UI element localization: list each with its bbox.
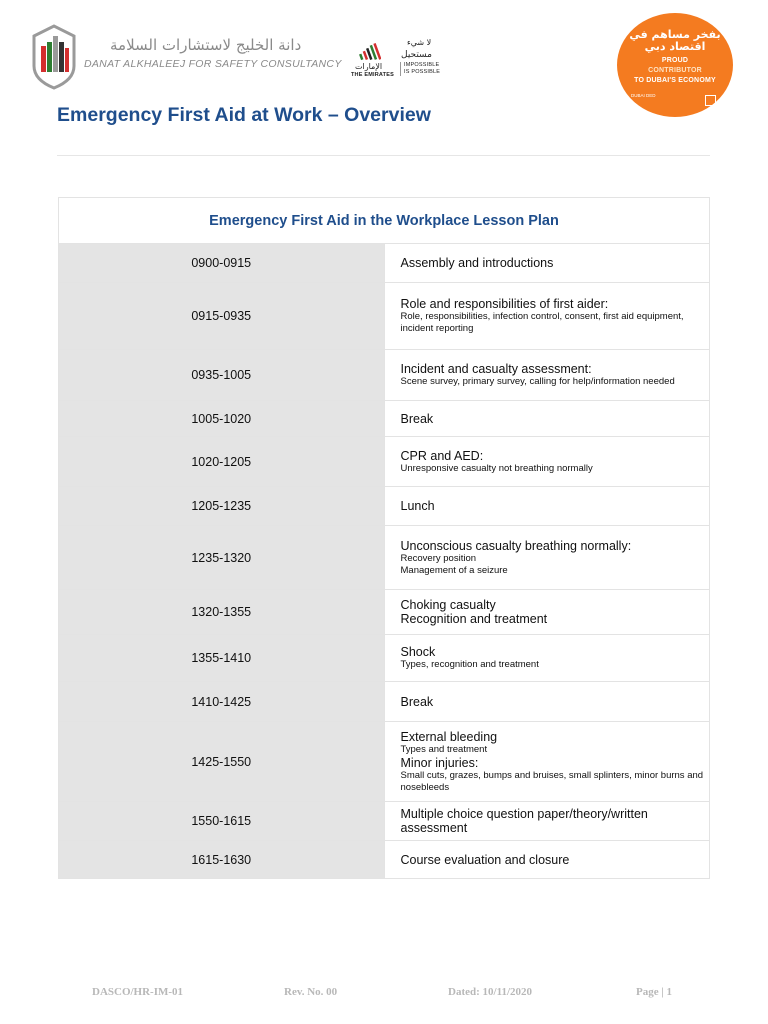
uae-bars-icon xyxy=(359,42,381,62)
table-row xyxy=(59,350,710,401)
time-slot-cell: 1615-1630 xyxy=(59,841,385,879)
activity-cell xyxy=(384,283,710,350)
time-slot-cell: 0915-0935 xyxy=(59,283,385,350)
emirates-arabic-line1: لا شيء xyxy=(407,38,432,47)
emirates-tagline xyxy=(400,62,440,76)
emirates-arabic-line2: مستحيل xyxy=(401,50,432,60)
title-divider xyxy=(57,155,710,156)
activity-cell xyxy=(384,590,710,635)
footer-revision: Rev. No. 00 xyxy=(284,986,338,998)
time-slot-cell: 1235-1320 xyxy=(59,526,385,590)
table-row xyxy=(59,487,710,526)
activity-cell xyxy=(384,487,710,526)
table-row xyxy=(59,526,710,590)
lesson-plan-body xyxy=(59,244,710,879)
time-slot-cell: 1410-1425 xyxy=(59,682,385,722)
activity-cell xyxy=(384,722,710,802)
time-slot-cell: 1205-1235 xyxy=(59,487,385,526)
activity-heading: Recognition and treatment xyxy=(400,612,548,626)
activity-heading: Minor injuries: xyxy=(400,755,479,770)
badge-line3: TO DUBAI'S ECONOMY xyxy=(634,77,716,84)
activity-heading: Shock xyxy=(400,645,436,659)
ded-logo-icon xyxy=(705,95,716,106)
time-slot-cell: 1320-1355 xyxy=(59,590,385,635)
badge-line2: CONTRIBUTOR xyxy=(648,67,702,74)
activity-heading: Break xyxy=(400,694,434,709)
activity-detail: Recovery position xyxy=(400,552,477,564)
tagline-line2: IS POSSIBLE xyxy=(404,69,441,75)
activity-cell xyxy=(384,244,710,283)
activity-detail: Unresponsive casualty not breathing normally xyxy=(400,462,593,474)
activity-cell xyxy=(384,401,710,437)
table-row xyxy=(59,590,710,635)
uae-brand-logo xyxy=(345,36,455,84)
footer-date: Dated: 10/11/2020 xyxy=(448,986,533,998)
tagline-line1: IMPOSSIBLE xyxy=(404,62,440,68)
time-slot-cell: 1550-1615 xyxy=(59,802,385,841)
emirates-brand: THE EMIRATES xyxy=(351,72,394,78)
activity-detail: Types, recognition and treatment xyxy=(400,659,539,670)
page-header xyxy=(0,0,768,100)
time-slot-cell: 0935-1005 xyxy=(59,350,385,401)
table-row xyxy=(59,682,710,722)
time-slot-cell: 1355-1410 xyxy=(59,635,385,682)
footer-doc-code: DASCO/HR-IM-01 xyxy=(92,986,184,998)
activity-cell xyxy=(384,802,710,841)
table-row xyxy=(59,802,710,841)
company-name-english: DANAT ALKHALEEJ FOR SAFETY CONSULTANCY xyxy=(84,58,342,70)
table-row xyxy=(59,437,710,487)
activity-heading: External bleeding xyxy=(400,729,498,744)
footer-page-number: Page | 1 xyxy=(636,986,673,998)
activity-heading: Multiple choice question paper/theory/written assessment xyxy=(400,807,648,835)
table-row xyxy=(59,722,710,802)
badge-small-text: DUBAI DED xyxy=(631,93,656,98)
badge-line1: PROUD xyxy=(661,57,689,64)
danat-alkhaleej-logo xyxy=(30,22,342,90)
page-title: Emergency First Aid at Work – Overview xyxy=(57,104,431,126)
emirates-arabic-brand: الإمارات xyxy=(355,62,383,71)
shield-building-icon xyxy=(30,22,78,90)
table-row xyxy=(59,244,710,283)
activity-cell xyxy=(384,526,710,590)
activity-cell xyxy=(384,350,710,401)
table-row xyxy=(59,635,710,682)
activity-cell xyxy=(384,682,710,722)
activity-detail: Management of a seizure xyxy=(400,564,508,576)
activity-cell xyxy=(384,635,710,682)
table-row xyxy=(59,283,710,350)
time-slot-cell: 1425-1550 xyxy=(59,722,385,802)
activity-heading: Unconscious casualty breathing normally: xyxy=(400,538,632,553)
activity-heading: CPR and AED: xyxy=(400,448,484,463)
table-row xyxy=(59,401,710,437)
time-slot-cell: 1020-1205 xyxy=(59,437,385,487)
activity-heading: Assembly and introductions xyxy=(400,256,554,270)
activity-cell xyxy=(384,437,710,487)
activity-detail: Role, responsibilities, infection control, consent, first aid equipment, incident reporting xyxy=(400,311,684,334)
activity-cell xyxy=(384,841,710,879)
table-caption-row xyxy=(59,198,710,244)
activity-heading: Course evaluation and closure xyxy=(400,852,570,867)
activity-heading: Role and responsibilities of first aider: xyxy=(400,297,609,311)
activity-detail: Types and treatment xyxy=(400,743,488,755)
activity-detail: Small cuts, grazes, bumps and bruises, small splinters, minor burns and nosebleeds xyxy=(400,769,704,793)
activity-heading: Break xyxy=(400,411,434,426)
time-slot-cell: 0900-0915 xyxy=(59,244,385,283)
dubai-economy-badge xyxy=(617,13,733,117)
activity-heading: Choking casualty xyxy=(400,598,496,612)
activity-heading: Lunch xyxy=(400,499,435,513)
activity-heading: Incident and casualty assessment: xyxy=(400,362,592,376)
time-slot-cell: 1005-1020 xyxy=(59,401,385,437)
activity-detail: Scene survey, primary survey, calling for help/information needed xyxy=(400,376,675,387)
company-name-arabic: دانة الخليج لاستشارات السلامة xyxy=(110,36,302,54)
badge-arabic: بفخر مساهم في اقتصاد دبي xyxy=(629,28,721,53)
lesson-plan-table xyxy=(58,197,710,879)
table-row xyxy=(59,841,710,879)
table-caption: Emergency First Aid in the Workplace Lesson Plan xyxy=(59,198,710,244)
